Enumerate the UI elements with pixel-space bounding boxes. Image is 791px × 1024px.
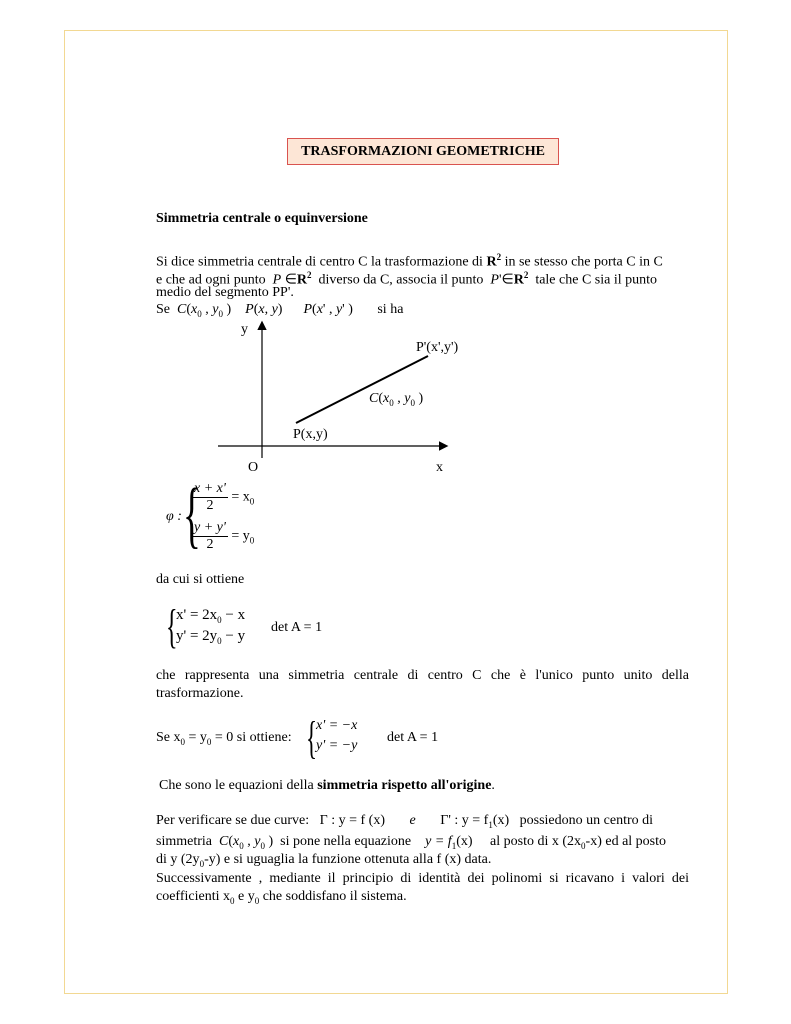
verify-line-2: simmetria $C(x_0$ , $y_0$ ) si pone nella equazione $y = f_1(x)$ al posto di x $(2x_0-x)$ ed al posto [156,834,667,851]
page-title: TRASFORMAZIONI GEOMETRICHE [287,138,559,165]
da-cui-text: da cui si ottiene [156,572,245,587]
c-label: $C(x_0$ , $y_0$ ) [369,391,424,408]
intro-line-3: medio del segmento PP'. [156,285,294,300]
x-axis-label: x [436,460,443,475]
intro-line-4: Se $C(x_0$ , $y_0$ ) P(x, y) P(x' , y' ) si ha [156,302,404,319]
y-axis-label: y [241,322,248,337]
system1-eq-y: $\frac{y + y'}{2}$ = $y_0$ [194,520,255,552]
system3-line-2: y' = −y [316,738,358,753]
che-rappresenta-text: che rappresenta una simmetria centrale di centro C che è l'unico punto unito della trasformazione. [156,668,689,701]
system2-line-1: $x' = 2x_0 - x$ [176,607,246,625]
che-sono-text: Che sono le equazioni della simmetria rispetto all'origine. [159,778,495,793]
p-label: P(x,y) [293,427,328,442]
p-prime-label: P'(x',y') [416,340,459,355]
section-heading: Simmetria centrale o equinversione [156,211,368,226]
system3-det: det A = 1 [387,730,439,745]
intro-line-2: e che ad ogni punto P $\in R^2$ diverso da C, associa il punto $P'\in R^2$ tale che C sia il punto [156,270,658,288]
segment-pp [296,356,428,423]
system2-det: det A = 1 [271,620,323,635]
system3-line-1: x' = −x [316,718,358,733]
origin-case-text: Se $x_0 = y_0 = 0$ si ottiene: [156,730,292,747]
system1-brace: { [183,474,201,556]
system1-eq-x: $\frac{x + x'}{2}$ = $x_0$ [194,481,255,513]
phi-symbol: φ : [166,509,182,524]
intro-line-1: Si dice simmetria centrale di centro C la trasformazione di $R^2$ in se stesso che porta C in C [156,252,663,270]
system2-line-2: $y' = 2y_0 - y$ [176,628,246,646]
system3-brace: { [306,712,318,763]
verify-line-3: di y $(2y_0-y)$ e si uguaglia la funzione ottenuta alla f (x) data. [156,852,492,869]
system2-brace: { [166,600,178,653]
verify-line-1: Per verificare se due curve: Γ : y = f (x) e Γ' : $y = f_1(x)$ possiedono un centro di [156,813,654,830]
origin-label: O [248,460,259,475]
verify-line-4: Successivamente , mediante il principio di identità dei polinomi si ricavano i valori dei coefficienti $x_0$ e $y_0$ che soddisfano il sistema. [156,871,689,906]
